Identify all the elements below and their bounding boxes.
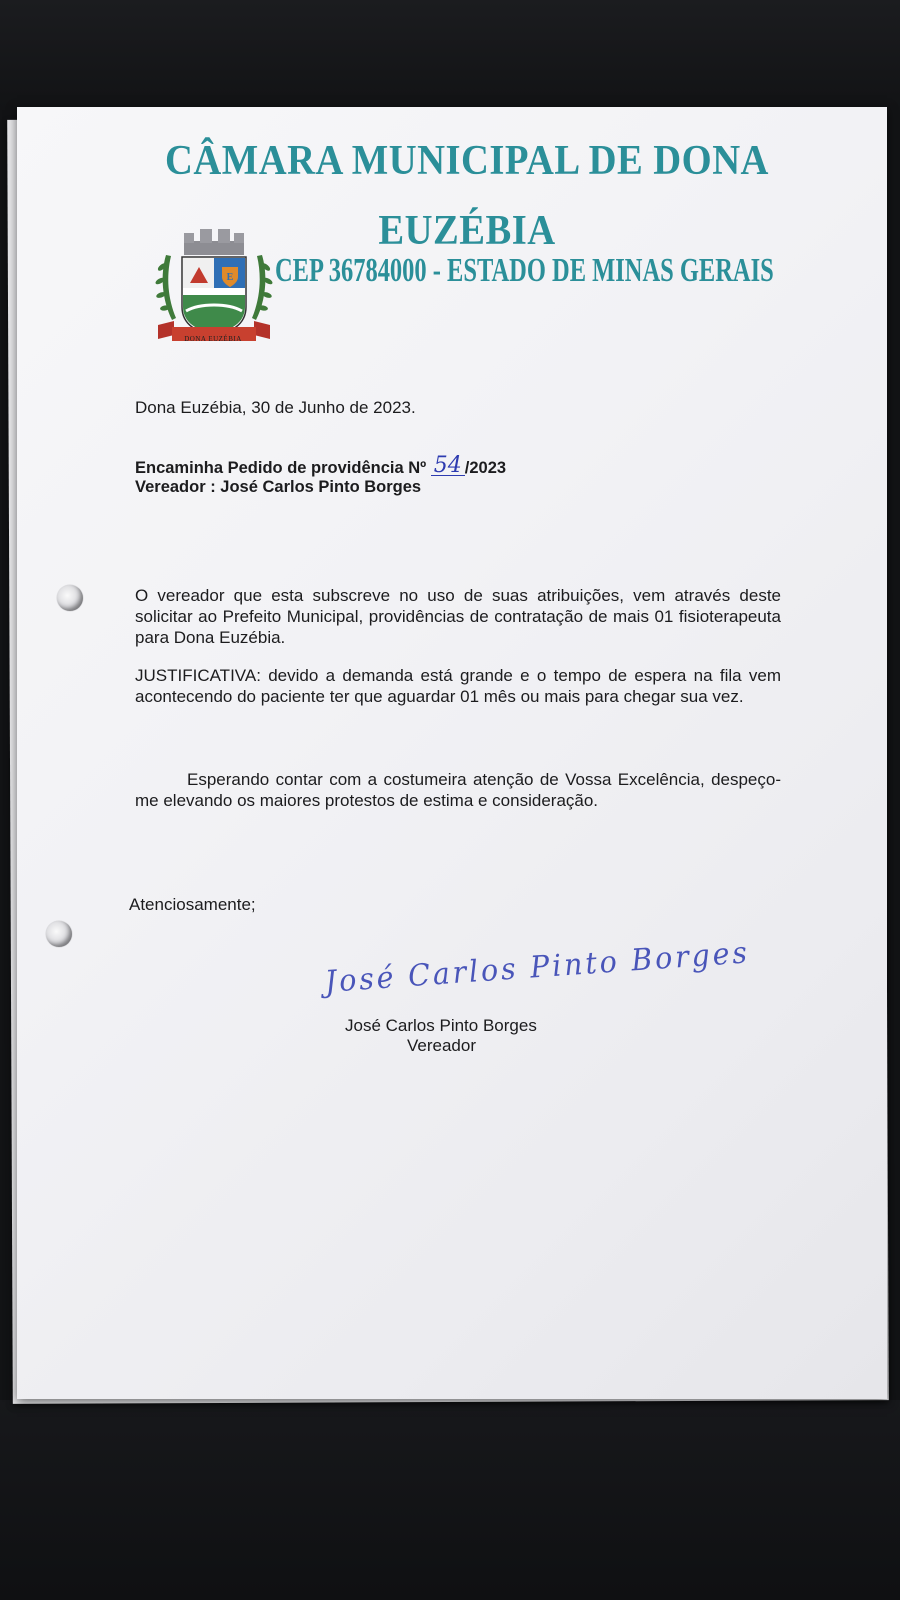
background-top	[0, 0, 900, 110]
punch-hole	[57, 585, 83, 611]
subject-prefix: Encaminha Pedido de providência Nº	[135, 459, 431, 477]
letter-page	[17, 107, 887, 1399]
letterhead-title-line1: CÂMARA MUNICIPAL DE DONA	[165, 138, 769, 184]
letter-paragraph-farewell: Esperando contar com a costumeira atenção de Vossa Excelência, despeço-me elevando os maiores protestos de estima e consideração.	[135, 770, 781, 810]
background-bottom	[0, 1400, 900, 1600]
signer-role: Vereador	[407, 1036, 476, 1055]
handwritten-request-number: 54	[431, 457, 465, 476]
letter-closing: Atenciosamente;	[129, 895, 256, 914]
letter-paragraph-request: O vereador que esta subscreve no uso de suas atribuições, vem através deste solicitar ao Prefeito Municipal, providências de contratação de mais 01 fisioterapeuta para Dona Euzébia.	[135, 586, 781, 647]
punch-hole	[46, 921, 72, 947]
subject-suffix: /2023	[464, 459, 507, 477]
letterhead-title-line2: EUZÉBIA	[378, 208, 556, 254]
crest-ribbon-label: DONA EUZÉBIA	[184, 335, 242, 343]
letter-date: Dona Euzébia, 30 de Junho de 2023.	[135, 398, 416, 417]
handwritten-signature: José Carlos Pinto Borges	[323, 935, 751, 1000]
letter-vereador-line: Vereador : José Carlos Pinto Borges	[135, 478, 422, 496]
svg-text:E: E	[226, 272, 234, 283]
letter-paragraph-justification: JUSTIFICATIVA: devido a demanda está grande e o tempo de espera na fila vem acontecendo do paciente ter que aguardar 01 mês ou mais para chegar sua vez.	[135, 666, 781, 706]
signer-name: José Carlos Pinto Borges	[345, 1016, 537, 1035]
letterhead-cep-line: CEP 36784000 - ESTADO DE MINAS GERAIS	[275, 252, 774, 289]
letter-subject	[135, 453, 507, 479]
